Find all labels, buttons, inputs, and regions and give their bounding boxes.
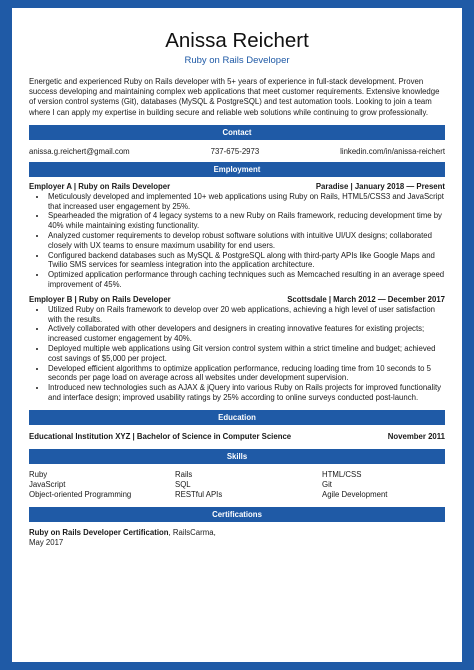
- job-header: [29, 295, 445, 305]
- skill-item: HTML/CSS: [322, 469, 362, 479]
- job-bullet: • Introduced new technologies such as AJAX & jQuery into various Ruby on Rails projects for improved functionality and interface design; improved usability ratings by 25% according to online surveys conducted post-launch.: [47, 383, 445, 403]
- skill-item: Object-oriented Programming: [29, 489, 132, 499]
- skill-item: Ruby: [29, 469, 48, 479]
- job-bullets: [29, 305, 445, 403]
- job-header: [29, 182, 445, 192]
- skill-item: Agile Development: [322, 489, 388, 499]
- contact-row: [29, 147, 445, 162]
- summary-paragraph: Energetic and experienced Ruby on Rails developer with 5+ years of experience in full-stack development. Proven success developing and maintaining complex web applications that meet customer requirements. Extensive knowledge of version control systems (Git), databases (MySQL & PostgreSQL) and test automation tools. Looking to join a team where I can apply my expertise in building secure and reliable web solutions while continuing to grow professionally.: [29, 77, 440, 117]
- skill-item: Git: [322, 479, 332, 489]
- contact-email: anissa.g.reichert@gmail.com: [29, 146, 130, 156]
- section-header-skills: Skills: [29, 449, 445, 464]
- job-bullet: • Spearheaded the migration of 4 legacy systems to a new Ruby on Rails framework, reducing development time by 40% while maintaining existing functionality.: [47, 211, 445, 231]
- education-institution-degree: Educational Institution XYZ | Bachelor of Science in Computer Science: [29, 431, 292, 441]
- job-location-dates: Scottsdale | March 2012 — December 2017: [287, 294, 445, 304]
- job-employer: Employer B | Ruby on Rails Developer: [29, 294, 171, 304]
- candidate-title: Ruby on Rails Developer: [184, 55, 290, 66]
- certification-date: May 2017: [29, 538, 64, 548]
- job-bullet: • Configured backend databases such as MySQL & PostgreSQL along with third-party APIs like Google Maps and Twilio SMS services for seamless integration into the application architecture.: [47, 251, 445, 271]
- job-bullet: • Analyzed customer requirements to develop robust software solutions with intuitive UI/UX designs; collaborated closely with UX teams to ensure maximum usability for end users.: [47, 231, 445, 251]
- job-bullet: • Developed efficient algorithms to optimize application performance, reducing loading time from 10 seconds to 5 seconds per page load on average across all websites under development supervision.: [47, 364, 445, 384]
- education-entry: [29, 432, 445, 442]
- job-bullet: • Meticulously developed and implemented 10+ web applications using Ruby on Rails, HTML5/CSS3 and JavaScript that increased user engagement by 25%.: [47, 192, 445, 212]
- skill-item: RESTful APIs: [175, 489, 223, 499]
- skills-grid: [29, 470, 445, 500]
- job-bullet: • Optimized application performance through caching techniques such as Memcached resulting in an average speed improvement of 45%.: [47, 270, 445, 290]
- job-entry: [29, 295, 445, 403]
- job-bullet: • Actively collaborated with other developers and designers in creating innovative features for existing projects; increased customer engagement by 40%.: [47, 324, 445, 344]
- section-header-education: Education: [29, 410, 445, 425]
- resume-page: [12, 8, 462, 662]
- contact-linkedin: linkedin.com/in/anissa-reichert: [340, 146, 445, 156]
- education-date: November 2011: [387, 431, 445, 441]
- skill-item: SQL: [175, 479, 191, 489]
- job-bullets: [29, 192, 445, 290]
- skill-item: JavaScript: [29, 479, 66, 489]
- certification-name: Ruby on Rails Developer Certification: [29, 527, 169, 537]
- contact-phone: 737-675-2973: [210, 146, 260, 156]
- skill-item: Rails: [175, 469, 193, 479]
- job-entry: [29, 182, 445, 290]
- section-header-contact: Contact: [29, 125, 445, 140]
- job-employer: Employer A | Ruby on Rails Developer: [29, 181, 171, 191]
- job-location-dates: Paradise | January 2018 — Present: [315, 181, 445, 191]
- section-header-employment: Employment: [29, 162, 445, 177]
- candidate-name: Anissa Reichert: [165, 29, 309, 52]
- certification-entry: [29, 528, 229, 549]
- job-bullet: • Deployed multiple web applications using Git version control system within a strict timeline and budget; achieved cost savings of $5,000 per project.: [47, 344, 445, 364]
- certification-issuer: , RailsCarma,: [168, 527, 216, 537]
- section-header-certifications: Certifications: [29, 507, 445, 522]
- job-bullet: • Utilized Ruby on Rails framework to develop over 20 web applications, achieving a high level of user satisfaction with the results.: [47, 305, 445, 325]
